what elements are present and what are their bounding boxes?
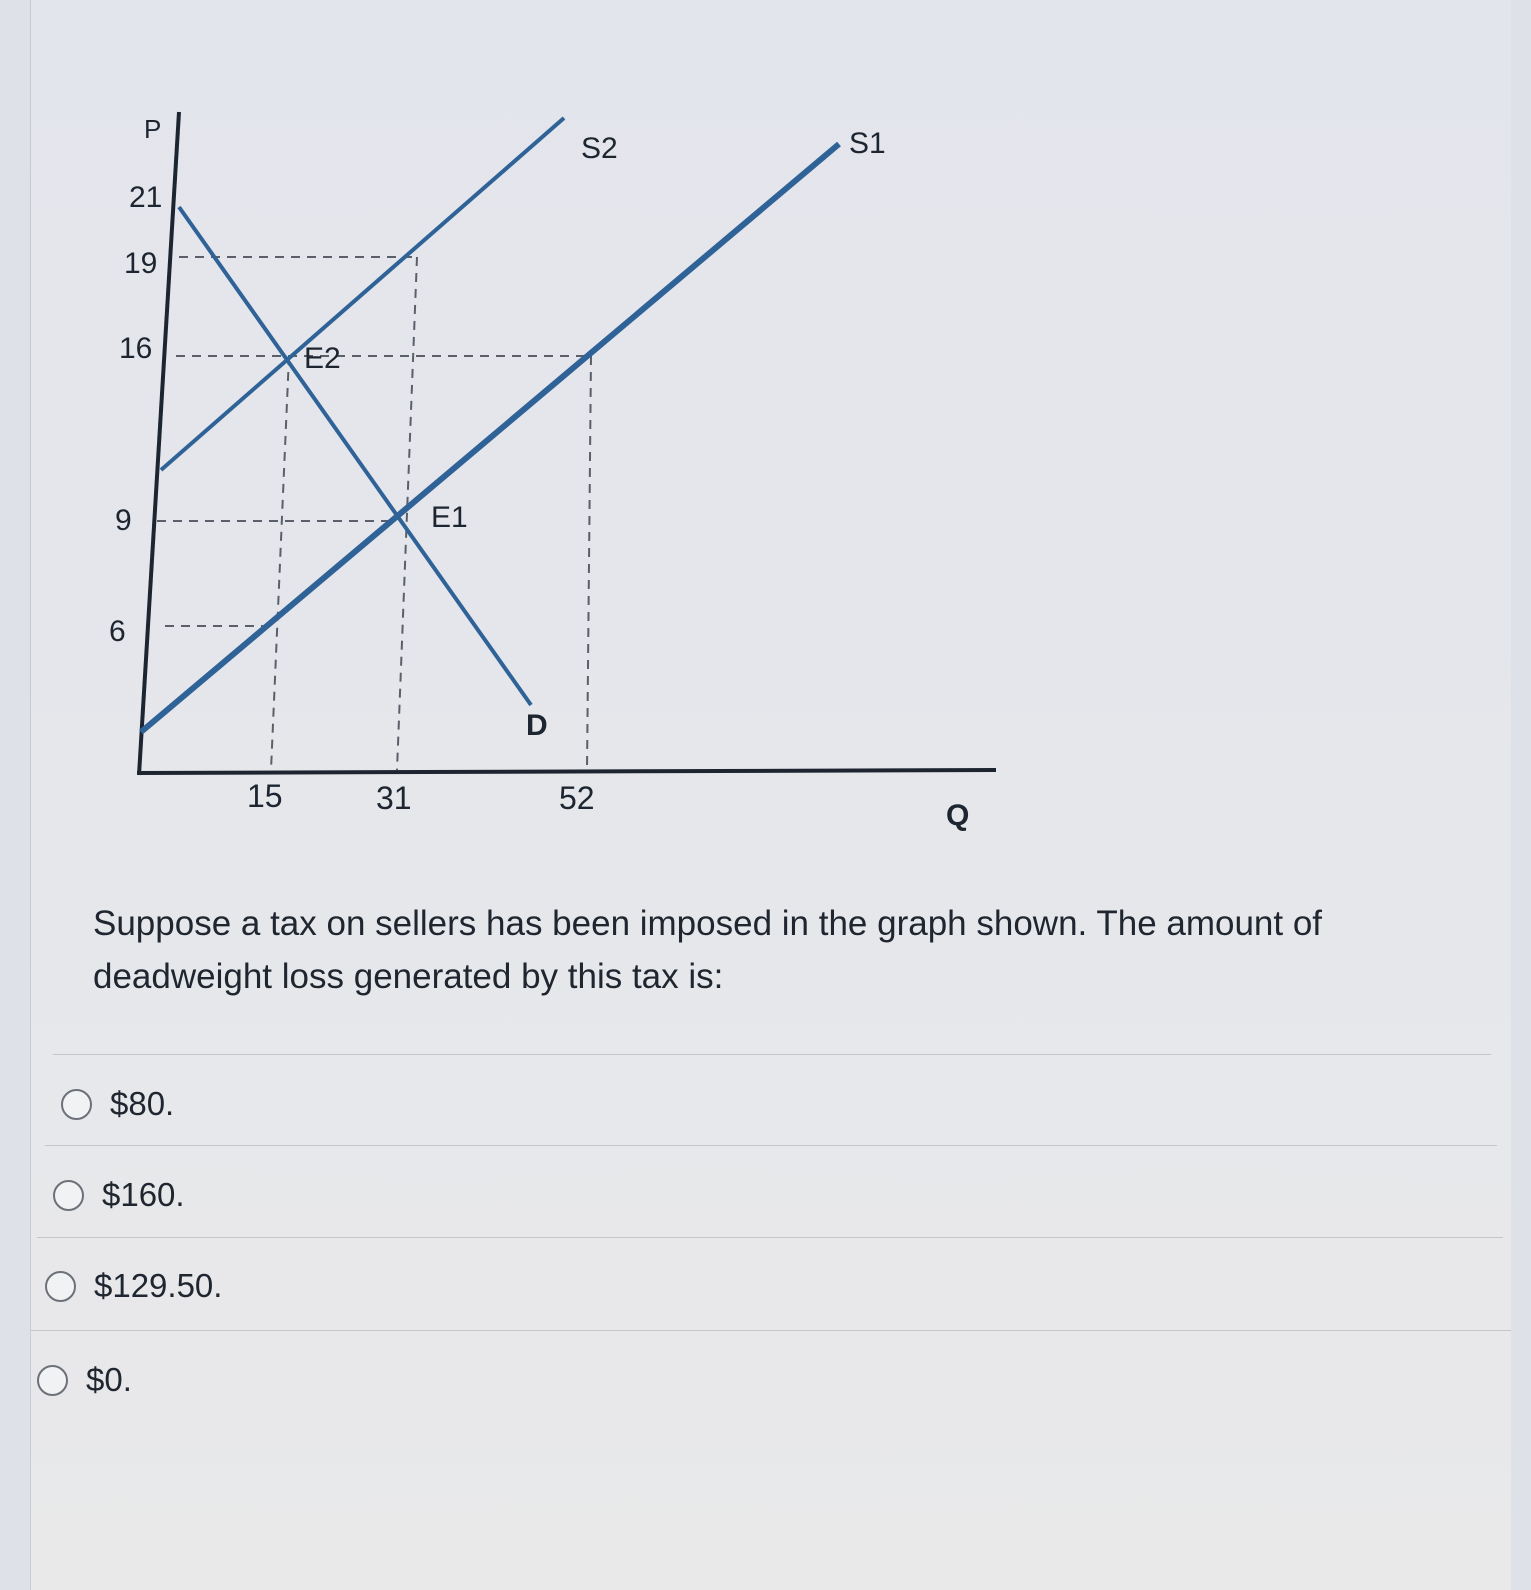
quantity-tick: 15 <box>247 778 283 814</box>
answer-option-80[interactable] <box>61 1076 174 1132</box>
demand-curve <box>179 207 531 705</box>
radio-button[interactable] <box>37 1365 68 1396</box>
answer-option-label: $0. <box>86 1361 132 1398</box>
answer-option-129-50[interactable] <box>45 1258 222 1314</box>
quantity-axis-label: Q <box>946 799 970 832</box>
guide-q52 <box>587 356 591 770</box>
radio-button[interactable] <box>61 1089 92 1120</box>
price-tick: 9 <box>115 504 132 537</box>
price-tick: 16 <box>119 332 153 365</box>
quantity-axis <box>137 770 996 773</box>
divider <box>53 1054 1491 1055</box>
point-label-e2: E2 <box>304 342 341 375</box>
question-text: Suppose a tax on sellers has been imposed in the graph shown. The amount of deadweight loss generated by this tax is: <box>93 904 1323 996</box>
price-tick: 21 <box>129 181 163 214</box>
divider <box>37 1237 1503 1238</box>
supply-demand-graph <box>31 0 1131 860</box>
price-tick: 19 <box>124 247 158 280</box>
price-axis-label: P <box>144 114 162 144</box>
curve-label-d: D <box>526 709 548 742</box>
curve-label-s2: S2 <box>581 132 618 165</box>
point-label-e1: E1 <box>431 501 468 534</box>
divider <box>31 1330 1511 1331</box>
answer-option-label: $129.50. <box>94 1267 223 1304</box>
answer-option-label: $80. <box>110 1085 175 1122</box>
answer-option-0[interactable] <box>37 1352 132 1408</box>
question-card <box>30 0 1511 1590</box>
answer-option-160[interactable] <box>53 1167 185 1223</box>
radio-button[interactable] <box>45 1271 76 1302</box>
quantity-tick: 52 <box>559 780 595 816</box>
quantity-tick: 31 <box>376 780 412 816</box>
curve-label-s1: S1 <box>849 127 886 160</box>
guide-lines <box>157 257 591 770</box>
divider <box>45 1145 1497 1146</box>
answer-option-label: $160. <box>102 1176 185 1213</box>
price-tick: 6 <box>109 615 126 648</box>
guide-q15 <box>271 356 289 770</box>
radio-button[interactable] <box>53 1180 84 1211</box>
supply-curve-s2 <box>161 118 564 470</box>
